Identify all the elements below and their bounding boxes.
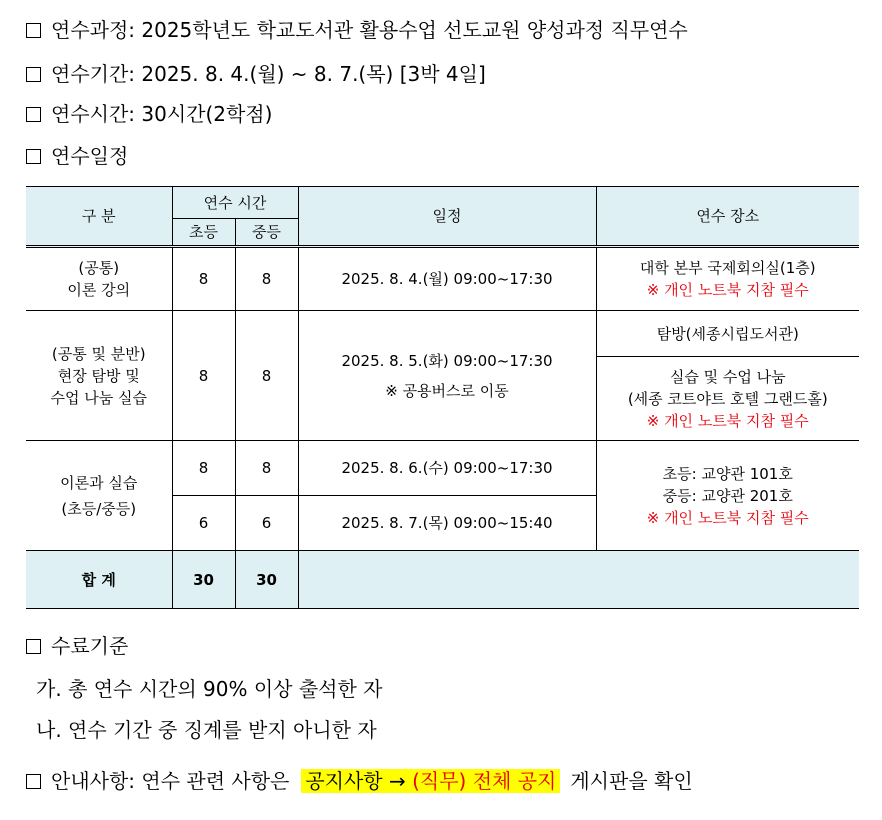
row-schedule: 2025. 8. 5.(화) 09:00~17:30 ※ 공용버스로 이동 xyxy=(298,311,596,441)
notebook-note: ※ 개인 노트북 지참 필수 xyxy=(646,508,809,527)
completion-item-a: 가. 총 연수 시간의 90% 이상 출석한 자 xyxy=(36,677,383,701)
table-row xyxy=(26,247,859,311)
total-row xyxy=(26,551,859,609)
row-location-visit: 탐방(세종시립도서관) xyxy=(596,311,859,357)
row-schedule: 2025. 8. 7.(목) 09:00~15:40 xyxy=(298,496,596,551)
checkbox-square-icon xyxy=(26,23,41,38)
course-hours: 연수시간: 30시간(2학점) xyxy=(51,102,273,126)
header-secondary: 중등 xyxy=(235,219,298,247)
completion-item-b: 나. 연수 기간 중 징계를 받지 아니한 자 xyxy=(36,718,377,742)
notebook-note: ※ 개인 노트북 지참 필수 xyxy=(646,281,809,299)
notice-suffix: 게시판을 확인 xyxy=(570,769,693,793)
row-category: (공통) 이론 강의 xyxy=(26,247,172,311)
course-title-line xyxy=(26,17,688,43)
course-period: 연수기간: 2025. 8. 4.(월) ~ 8. 7.(목) [3박 4일] xyxy=(51,62,486,86)
checkbox-square-icon xyxy=(26,639,41,654)
row-elementary-hours: 8 xyxy=(172,247,235,311)
schedule-table xyxy=(26,186,859,609)
table-row xyxy=(26,441,859,496)
bus-note: ※ 공용버스로 이동 xyxy=(385,381,509,400)
row-secondary-hours: 8 xyxy=(235,247,298,311)
row-location-practice: 실습 및 수업 나눔 (세종 코트야트 호텔 그랜드홀) ※ 개인 노트북 지참 필수 xyxy=(596,357,859,441)
row-category: 이론과 실습 (초등/중등) xyxy=(26,441,172,551)
total-secondary: 30 xyxy=(235,551,298,609)
schedule-heading-line xyxy=(26,143,128,169)
course-title: 연수과정: 2025학년도 학교도서관 활용수업 선도교원 양성과정 직무연수 xyxy=(51,18,688,42)
total-label: 합 계 xyxy=(26,551,172,609)
total-empty-cell xyxy=(298,551,859,609)
total-elementary: 30 xyxy=(172,551,235,609)
row-elementary-hours: 8 xyxy=(172,311,235,441)
row-location: 대학 본부 국제회의실(1층) ※ 개인 노트북 지참 필수 xyxy=(596,247,859,311)
row-schedule: 2025. 8. 4.(월) 09:00~17:30 xyxy=(298,247,596,311)
header-schedule: 일정 xyxy=(298,187,596,247)
header-location: 연수 장소 xyxy=(596,187,859,247)
header-elementary: 초등 xyxy=(172,219,235,247)
notice-highlight: 공지사항 → (직무) 전체 공지 xyxy=(301,769,560,793)
row-secondary-hours: 8 xyxy=(235,311,298,441)
header-category: 구 분 xyxy=(26,187,172,247)
header-hours: 연수 시간 xyxy=(172,187,298,219)
checkbox-square-icon xyxy=(26,67,41,82)
checkbox-square-icon xyxy=(26,149,41,164)
checkbox-square-icon xyxy=(26,107,41,122)
notice-line xyxy=(26,768,693,794)
row-elementary-hours: 6 xyxy=(172,496,235,551)
completion-heading: 수료기준 xyxy=(51,634,129,658)
row-schedule: 2025. 8. 6.(수) 09:00~17:30 xyxy=(298,441,596,496)
notice-prefix: 안내사항: 연수 관련 사항은 xyxy=(51,769,290,793)
row-elementary-hours: 8 xyxy=(172,441,235,496)
checkbox-square-icon xyxy=(26,774,41,789)
completion-heading-line xyxy=(26,633,128,659)
table-row xyxy=(26,311,859,357)
hours-line xyxy=(26,101,272,127)
period-line xyxy=(26,61,486,87)
row-secondary-hours: 6 xyxy=(235,496,298,551)
row-category: (공통 및 분반) 현장 탐방 및 수업 나눔 실습 xyxy=(26,311,172,441)
notebook-note: ※ 개인 노트북 지참 필수 xyxy=(646,411,809,430)
row-secondary-hours: 8 xyxy=(235,441,298,496)
row-location: 초등: 교양관 101호 중등: 교양관 201호 ※ 개인 노트북 지참 필수 xyxy=(596,441,859,551)
schedule-heading: 연수일정 xyxy=(51,144,129,168)
